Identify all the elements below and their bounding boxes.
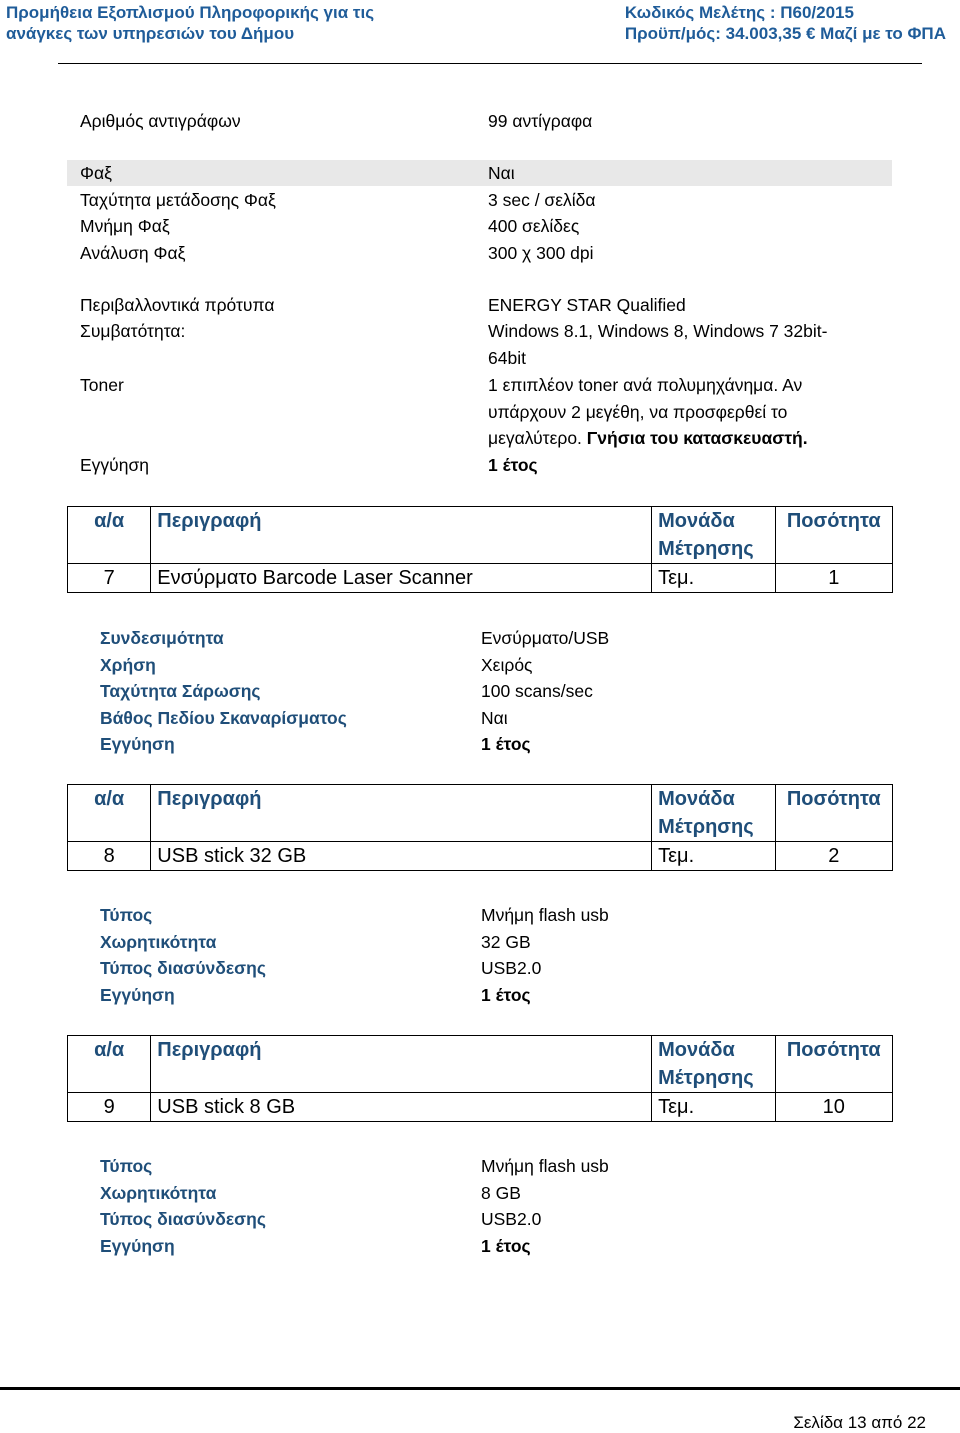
study-code: Κωδικός Μελέτης : Π60/2015 — [624, 3, 854, 22]
table-row — [68, 1093, 893, 1122]
header-description: Περιγραφή — [151, 785, 652, 842]
toner-value-line-1: 1 επιπλέον toner ανά πολυμηχάνημα. Αν — [488, 375, 803, 395]
spec-value: 1 έτος — [481, 984, 531, 1005]
spec-value: 100 scans/sec — [481, 681, 593, 701]
item-7-spec-values — [481, 625, 609, 758]
item-8-table — [67, 784, 893, 871]
table-header-row — [68, 785, 893, 842]
item-8-spec-values — [481, 902, 609, 1008]
item-description: USB stick 8 GB — [151, 1093, 652, 1122]
warranty-value: 1 έτος — [488, 455, 538, 475]
header-quantity: Ποσότητα — [775, 785, 892, 842]
spec-value: Ναι — [481, 707, 508, 728]
item-7-spec-labels — [100, 625, 347, 758]
header-aa: α/α — [68, 1036, 151, 1093]
table-header-row — [68, 1036, 893, 1093]
item-9-spec-values — [481, 1153, 609, 1259]
toner-value-line-2: υπάρχουν 2 μεγέθη, να προσφερθεί το — [488, 401, 788, 422]
fax-memory-value: 400 σελίδες — [488, 216, 580, 236]
item-unit: Τεμ. — [652, 842, 775, 871]
spec-label: Βάθος Πεδίου Σκαναρίσματος — [100, 707, 347, 728]
copies-value: 99 αντίγραφα — [488, 111, 593, 131]
spec-label: Εγγύηση — [100, 1235, 175, 1256]
spec-label: Συνδεσιμότητα — [100, 628, 224, 648]
header-unit: Μονάδα Μέτρησης — [652, 507, 775, 564]
compat-value — [488, 318, 827, 371]
page-number: Σελίδα 13 από 22 — [793, 1413, 926, 1432]
header-aa: α/α — [68, 507, 151, 564]
toner-value-line-3-plain: μεγαλύτερο. — [488, 428, 587, 448]
item-no: 9 — [68, 1093, 151, 1122]
copies-label: Αριθμός αντιγράφων — [80, 111, 241, 131]
item-9-table — [67, 1035, 893, 1122]
spec-value: Μνήμη flash usb — [481, 1156, 609, 1176]
spec-label: Τύπος — [100, 905, 153, 925]
compat-value-line-1: Windows 8.1, Windows 8, Windows 7 32bit- — [488, 321, 828, 341]
spec-label: Τύπος διασύνδεσης — [100, 1209, 266, 1229]
fax-resolution-value: 300 χ 300 dpi — [488, 242, 594, 263]
item-unit: Τεμ. — [652, 564, 775, 593]
item-8-spec-labels — [100, 902, 266, 1008]
fax-speed-value: 3 sec / σελίδα — [488, 189, 596, 210]
document-header-code — [625, 2, 946, 44]
fax-memory-label: Μνήμη Φαξ — [80, 216, 170, 236]
fax-values-block — [488, 160, 596, 266]
spec-value: 8 GB — [481, 1182, 521, 1203]
item-description: Ενσύρματο Barcode Laser Scanner — [151, 564, 652, 593]
spec-value: Ενσύρματο/USB — [481, 628, 610, 648]
item-quantity: 2 — [775, 842, 892, 871]
compat-label: Συμβατότητα: — [80, 321, 186, 341]
spec-value: Χειρός — [481, 654, 533, 675]
header-quantity: Ποσότητα — [775, 1036, 892, 1093]
spec-label: Χρήση — [100, 654, 156, 675]
header-description: Περιγραφή — [151, 507, 652, 564]
table-header-row — [68, 507, 893, 564]
item-7-table — [67, 506, 893, 593]
header-quantity: Ποσότητα — [775, 507, 892, 564]
spec-label: Εγγύηση — [100, 984, 175, 1005]
header-unit: Μονάδα Μέτρησης — [652, 785, 775, 842]
item-unit: Τεμ. — [652, 1093, 775, 1122]
item-no: 7 — [68, 564, 151, 593]
spec-value: 1 έτος — [481, 734, 531, 754]
footer-divider — [0, 1387, 960, 1390]
item-no: 8 — [68, 842, 151, 871]
toner-value — [488, 372, 808, 452]
fax-speed-label: Ταχύτητα μετάδοσης Φαξ — [80, 189, 276, 210]
budget-line: Προϋπ/μός: 34.003,35 € Μαζί με το ΦΠΑ — [624, 24, 946, 43]
spec-value: 32 GB — [481, 931, 531, 952]
header-title-line-1: Προμήθεια Εξοπλισμού Πληροφορικής για τις — [6, 3, 375, 22]
table-row — [68, 564, 893, 593]
toner-genuine-note: Γνήσια του κατασκευαστή. — [586, 428, 808, 448]
spec-value: USB2.0 — [481, 958, 542, 978]
header-description: Περιγραφή — [151, 1036, 652, 1093]
spec-label: Χωρητικότητα — [100, 1182, 217, 1203]
header-divider — [58, 63, 922, 64]
toner-value-line-3 — [488, 425, 808, 452]
header-aa: α/α — [68, 785, 151, 842]
item-description: USB stick 32 GB — [151, 842, 652, 871]
spec-label: Χωρητικότητα — [100, 931, 217, 952]
compat-value-line-2: 64bit — [488, 347, 526, 368]
spec-label: Τύπος — [100, 1156, 153, 1176]
toner-label: Toner — [80, 375, 124, 395]
spec-label: Εγγύηση — [100, 734, 175, 754]
item-quantity: 1 — [775, 564, 892, 593]
fax-label: Φαξ — [80, 163, 112, 183]
spec-value: USB2.0 — [481, 1209, 542, 1229]
env-value: ENERGY STAR Qualified — [488, 295, 686, 315]
item-quantity: 10 — [775, 1093, 892, 1122]
header-unit: Μονάδα Μέτρησης — [652, 1036, 775, 1093]
spec-label: Τύπος διασύνδεσης — [100, 958, 266, 978]
spec-value: Μνήμη flash usb — [481, 905, 609, 925]
fax-value: Ναι — [488, 163, 515, 183]
document-header-title — [6, 2, 374, 44]
table-row — [68, 842, 893, 871]
warranty-label: Εγγύηση — [80, 455, 150, 475]
item-9-spec-labels — [100, 1153, 266, 1259]
env-label: Περιβαλλοντικά πρότυπα — [80, 295, 275, 315]
spec-label: Ταχύτητα Σάρωσης — [100, 681, 261, 701]
fax-labels-block — [80, 160, 276, 266]
header-title-line-2: ανάγκες των υπηρεσιών του Δήμου — [6, 24, 295, 43]
spec-value: 1 έτος — [481, 1235, 531, 1256]
fax-resolution-label: Ανάλυση Φαξ — [80, 242, 186, 263]
